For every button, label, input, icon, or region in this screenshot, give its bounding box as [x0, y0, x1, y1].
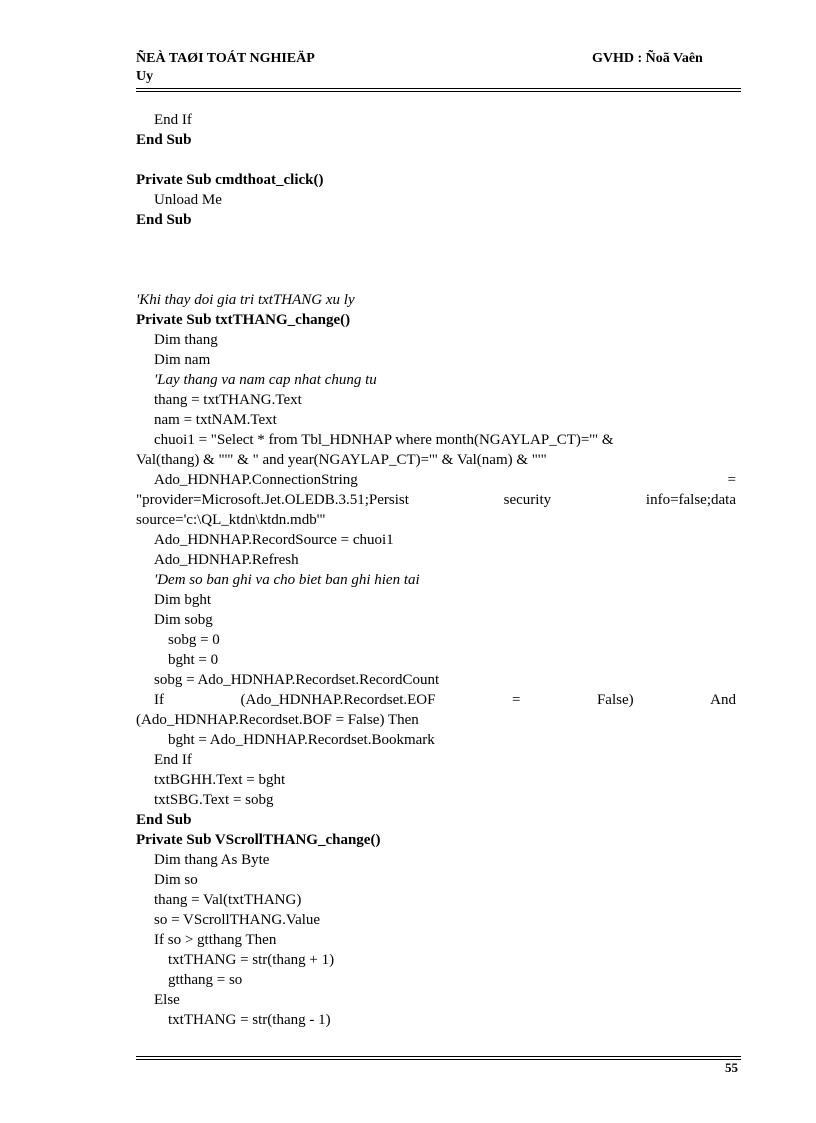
- code-fragment: info=false;data: [645, 492, 736, 508]
- code-fragment: False): [596, 692, 634, 708]
- code-line: txtBGHH.Text = bght: [154, 772, 286, 788]
- footer-rule-top: [136, 1056, 741, 1057]
- code-line: If so > gtthang Then: [154, 932, 277, 948]
- code-fragment: =: [727, 472, 736, 488]
- header-title-line1: ÑEÀ TAØI TOÁT NGHIEÄP: [136, 51, 315, 66]
- code-line: [136, 690, 736, 710]
- footer-rule-bottom: [136, 1059, 741, 1060]
- code-line: End Sub: [136, 812, 192, 828]
- code-comment: 'Khi thay doi gia tri txtTHANG xu ly: [136, 292, 355, 308]
- code-fragment: =: [512, 692, 521, 708]
- code-line: Dim so: [154, 872, 198, 888]
- code-line: Private Sub txtTHANG_change(): [136, 312, 351, 328]
- header-title: [136, 50, 315, 86]
- code-listing: [136, 110, 736, 1030]
- code-line: txtTHANG = str(thang + 1): [168, 952, 335, 968]
- code-fragment: And: [710, 692, 736, 708]
- code-line: thang = Val(txtTHANG): [154, 892, 302, 908]
- code-line: bght = 0: [168, 652, 219, 668]
- code-line: txtSBG.Text = sobg: [154, 792, 274, 808]
- code-line: bght = Ado_HDNHAP.Recordset.Bookmark: [168, 732, 435, 748]
- code-line: thang = txtTHANG.Text: [154, 392, 302, 408]
- code-comment: 'Lay thang va nam cap nhat chung tu: [154, 372, 377, 388]
- code-line: Else: [154, 992, 180, 1008]
- code-line: nam = txtNAM.Text: [154, 412, 277, 428]
- code-line: so = VScrollTHANG.Value: [154, 912, 321, 928]
- code-fragment: "provider=Microsoft.Jet.OLEDB.3.51;Persist: [136, 492, 409, 508]
- header-rule-top: [136, 88, 741, 89]
- code-line: Unload Me: [154, 192, 222, 208]
- code-line: End If: [154, 752, 192, 768]
- code-line: sobg = 0: [168, 632, 220, 648]
- code-line: source='c:\QL_ktdn\ktdn.mdb'": [136, 512, 326, 528]
- code-line: Private Sub VScrollTHANG_change(): [136, 832, 381, 848]
- code-line: Private Sub cmdthoat_click(): [136, 172, 324, 188]
- code-fragment: If: [154, 692, 164, 708]
- page-number: 55: [725, 1060, 738, 1075]
- code-line: [136, 490, 736, 510]
- code-line: End Sub: [136, 212, 192, 228]
- code-line: Ado_HDNHAP.Refresh: [154, 552, 299, 568]
- header-advisor: GVHD : Ñoã Vaên: [592, 51, 703, 66]
- code-line: Dim sobg: [154, 612, 213, 628]
- code-line: [136, 470, 736, 490]
- code-line: (Ado_HDNHAP.Recordset.BOF = False) Then: [136, 712, 419, 728]
- code-line: End If: [154, 112, 192, 128]
- code-line: Dim nam: [154, 352, 211, 368]
- code-line: gtthang = so: [168, 972, 243, 988]
- code-fragment: Ado_HDNHAP.ConnectionString: [154, 472, 358, 488]
- header-rule-bottom: [136, 91, 741, 92]
- code-line: Dim thang As Byte: [154, 852, 270, 868]
- code-line: chuoi1 = "Select * from Tbl_HDNHAP where month(NGAYLAP_CT)='" &: [154, 432, 614, 448]
- header-title-line2: Uy: [136, 69, 154, 84]
- code-line: sobg = Ado_HDNHAP.Recordset.RecordCount: [154, 672, 440, 688]
- code-fragment: (Ado_HDNHAP.Recordset.EOF: [240, 692, 436, 708]
- code-line: txtTHANG = str(thang - 1): [168, 1012, 331, 1028]
- code-comment: 'Dem so ban ghi va cho biet ban ghi hien tai: [154, 572, 420, 588]
- code-line: Dim thang: [154, 332, 218, 348]
- code-line: End Sub: [136, 132, 192, 148]
- code-line: Val(thang) & "'" & " and year(NGAYLAP_CT)='" & Val(nam) & "'": [136, 452, 547, 468]
- code-fragment: security: [503, 492, 552, 508]
- code-line: Ado_HDNHAP.RecordSource = chuoi1: [154, 532, 394, 548]
- code-line: Dim bght: [154, 592, 212, 608]
